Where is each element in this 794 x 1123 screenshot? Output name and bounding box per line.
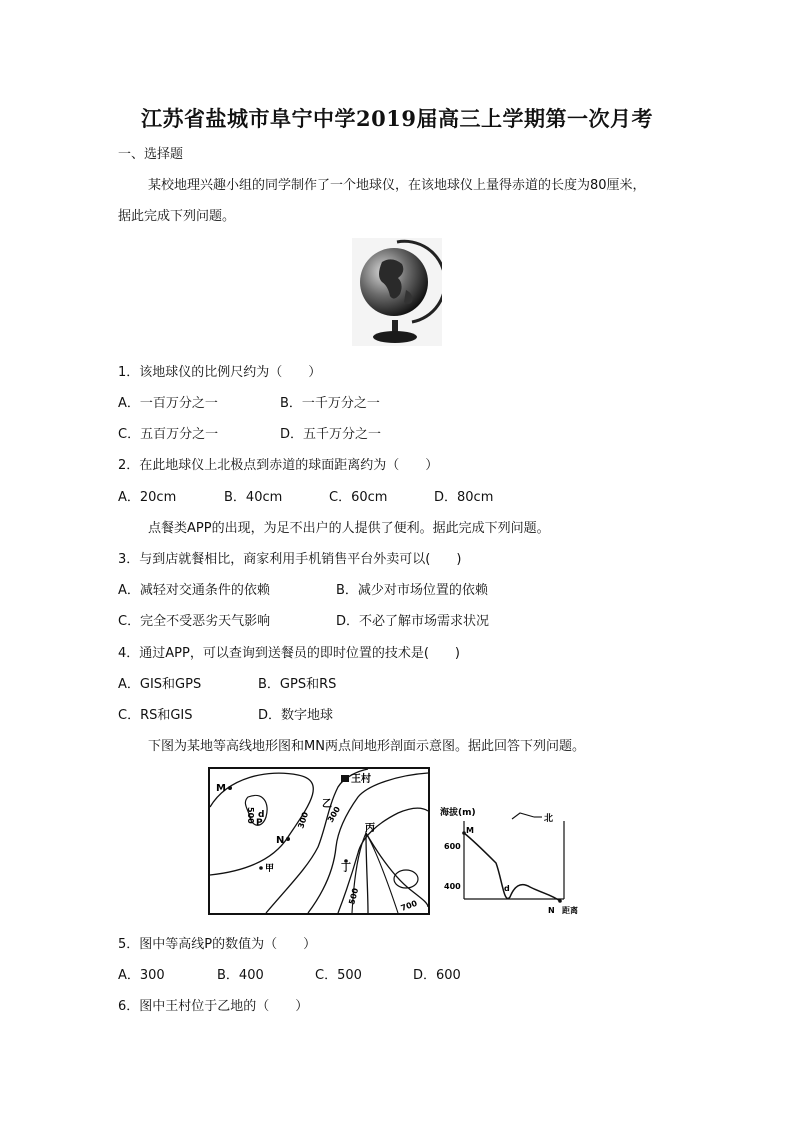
question-3-stem: 3．与到店就餐相比，商家利用手机销售平台外卖可以( ) <box>118 552 462 567</box>
contour-label-300-b: 300 <box>325 805 343 824</box>
profile-ytick-600: 600 <box>444 842 461 851</box>
contour-label-300-a: 300 <box>296 810 311 830</box>
q2-option-c: C．60cm <box>329 490 388 505</box>
q5-option-a: A．300 <box>118 968 165 983</box>
profile-ylabel: 海拔(m) <box>440 808 476 818</box>
map-label-bing: 丙 <box>365 823 375 834</box>
map-label-m: M <box>216 783 226 794</box>
question-6-stem: 6．图中王村位于乙地的（ ） <box>118 999 309 1014</box>
map-label-jia: 甲 <box>265 864 275 874</box>
intro-paragraph-3: 下图为某地等高线地形图和MN两点间地形剖面示意图。据此回答下列问题。 <box>148 739 585 754</box>
q1-option-a: A．一百万分之一 <box>118 396 218 411</box>
q4-option-d: D．数字地球 <box>258 708 334 723</box>
question-5-stem: 5．图中等高线P的数值为（ ） <box>118 937 317 952</box>
contour-label-500-south: 500 <box>347 887 361 906</box>
profile-ytick-400: 400 <box>444 882 461 891</box>
intro-paragraph-1-line2: 据此完成下列问题。 <box>118 209 236 224</box>
intro-paragraph-1-line1: 某校地理兴趣小组的同学制作了一个地球仪，在该地球仪上量得赤道的长度为80厘米， <box>148 178 646 193</box>
profile-xlabel: 距离 <box>562 906 578 915</box>
map-label-d: d <box>258 810 265 820</box>
map-label-wangcun: 王村 <box>351 774 371 785</box>
q2-option-a: A．20cm <box>118 490 177 505</box>
q5-option-d: D．600 <box>413 968 461 983</box>
q1-option-b: B．一千万分之一 <box>280 396 380 411</box>
contour-map-figure <box>208 767 430 915</box>
profile-north-arrow-label: 北 <box>544 814 554 824</box>
q1-option-d: D．五千万分之一 <box>280 427 382 442</box>
q2-option-d: D．80cm <box>434 490 494 505</box>
terrain-profile-figure <box>438 767 588 917</box>
q5-option-c: C．500 <box>315 968 362 983</box>
contour-label-500-west: 500 <box>246 807 255 824</box>
q3-option-b: B．减少对市场位置的依赖 <box>336 583 488 598</box>
q5-option-b: B．400 <box>217 968 264 983</box>
q3-option-c: C．完全不受恶劣天气影响 <box>118 614 271 629</box>
exam-title: 江苏省盐城市阜宁中学2019届高三上学期第一次月考 <box>141 106 653 131</box>
profile-label-n: N <box>548 906 555 915</box>
map-label-n: N <box>276 835 285 846</box>
question-2-stem: 2．在此地球仪上北极点到赤道的球面距离约为（ ） <box>118 458 439 473</box>
question-4-stem: 4．通过APP，可以查询到送餐员的即时位置的技术是( ) <box>118 646 460 661</box>
q4-option-a: A．GIS和GPS <box>118 677 202 692</box>
intro-paragraph-2: 点餐类APP的出现，为足不出户的人提供了便利。据此完成下列问题。 <box>148 521 550 536</box>
q4-option-b: B．GPS和RS <box>258 677 337 692</box>
map-label-ding: 丁 <box>341 863 351 874</box>
map-label-yi: 乙 <box>322 799 332 810</box>
globe-image <box>352 238 442 346</box>
profile-label-m: M <box>466 826 474 835</box>
q3-option-a: A．减轻对交通条件的依赖 <box>118 583 270 598</box>
q1-option-c: C．五百万分之一 <box>118 427 219 442</box>
q3-option-d: D．不必了解市场需求状况 <box>336 614 490 629</box>
section-heading: 一、选择题 <box>118 147 184 162</box>
map-label-p: P <box>256 818 263 828</box>
q2-option-b: B．40cm <box>224 490 283 505</box>
question-1-stem: 1．该地球仪的比例尺约为（ ） <box>118 365 322 380</box>
q4-option-c: C．RS和GIS <box>118 708 193 723</box>
profile-label-d: d <box>504 884 510 893</box>
contour-label-700: 700 <box>399 898 419 913</box>
